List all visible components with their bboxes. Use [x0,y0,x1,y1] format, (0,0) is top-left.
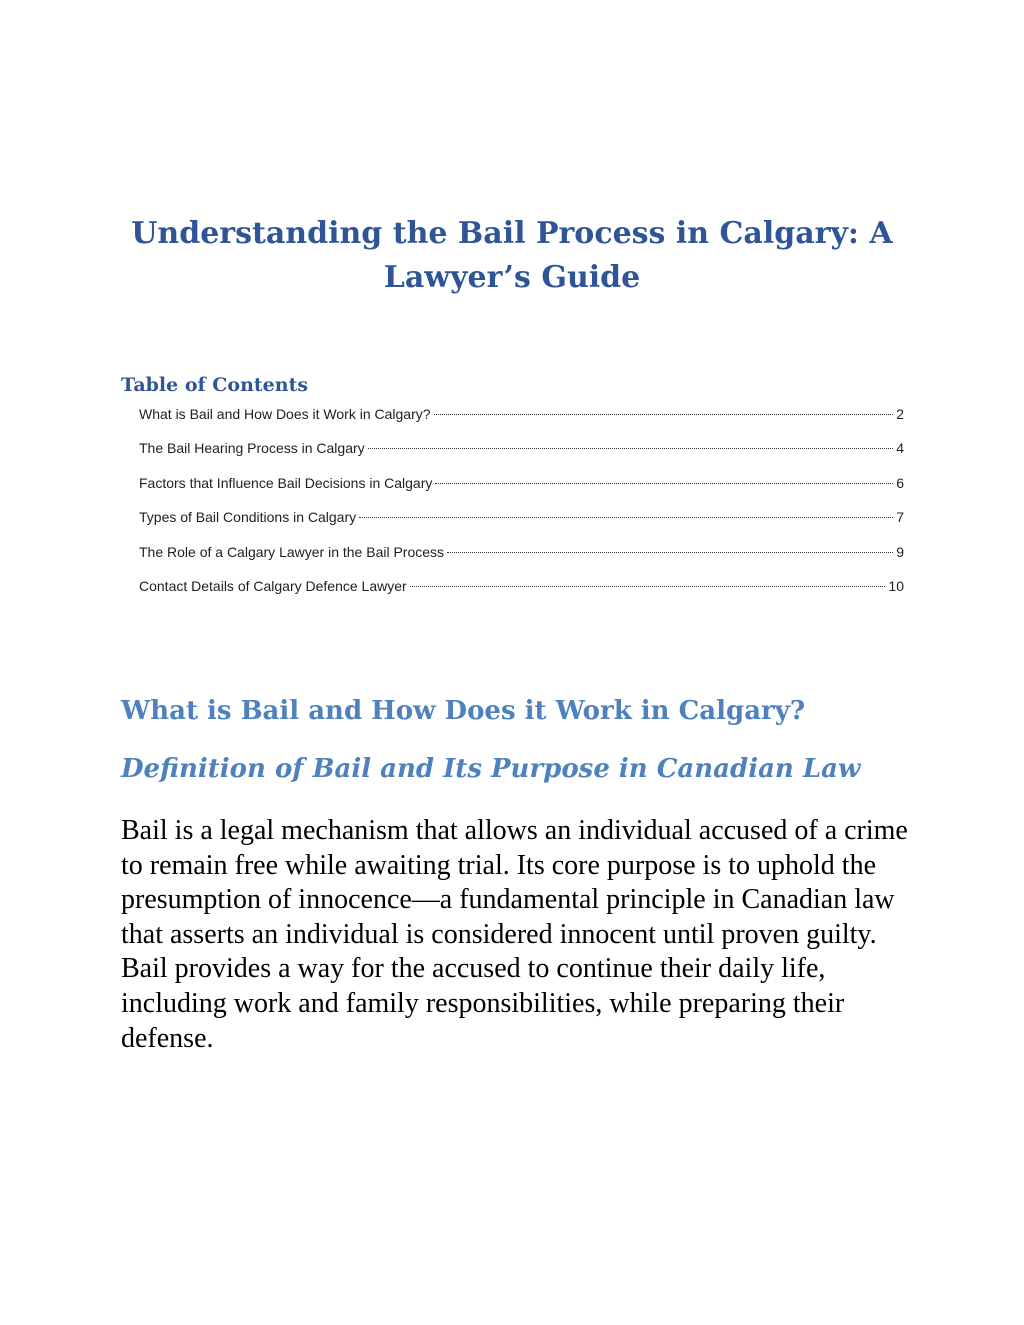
table-of-contents [139,403,904,609]
toc-entry-contact-details[interactable] [139,575,904,609]
toc-dot-leader [410,586,886,587]
toc-entry-text: The Role of a Calgary Lawyer in the Bail Process [139,543,445,560]
toc-entry-bail-conditions[interactable] [139,506,904,540]
toc-entry-lawyer-role[interactable] [139,541,904,575]
toc-entry-factors[interactable] [139,472,904,506]
toc-page-number: 6 [896,474,904,491]
toc-entry-text: Types of Bail Conditions in Calgary [139,509,357,526]
toc-entry-bail-hearing[interactable] [139,437,904,471]
toc-dot-leader [359,517,893,518]
toc-page-number: 10 [888,577,904,594]
toc-page-number: 4 [896,440,904,457]
toc-dot-leader [434,414,894,415]
toc-entry-text: What is Bail and How Does it Work in Calgary? [139,406,431,422]
toc-entry-text: The Bail Hearing Process in Calgary [139,440,365,457]
section-heading: What is Bail and How Does it Work in Calgary? [121,696,806,726]
toc-entry-text: Contact Details of Calgary Defence Lawyer [139,577,407,594]
toc-dot-leader [447,552,893,553]
toc-entry-what-is-bail[interactable] [139,403,904,437]
toc-page-number: 7 [896,509,904,526]
toc-page-number: 2 [896,406,904,422]
body-paragraph: Bail is a legal mechanism that allows an individual accused of a crime to remain free while awaiting trial. Its core purpose is to uphold the presumption of innocence—a fundamental principle in Canadian law that asserts an individual is considered innocent until proven guilty. Bail provides a way for the accused to continue their daily life, including work and family responsibilities, while preparing their defense. [121,815,908,1054]
document-title: Understanding the Bail Process in Calgary: A Lawyer’s Guide [131,216,893,295]
toc-heading: Table of Contents [121,374,309,396]
toc-entry-text: Factors that Influence Bail Decisions in Calgary [139,474,433,491]
toc-dot-leader [368,448,894,449]
toc-dot-leader [435,483,893,484]
section-subheading: Definition of Bail and Its Purpose in Canadian Law [121,754,861,784]
toc-page-number: 9 [896,543,904,560]
